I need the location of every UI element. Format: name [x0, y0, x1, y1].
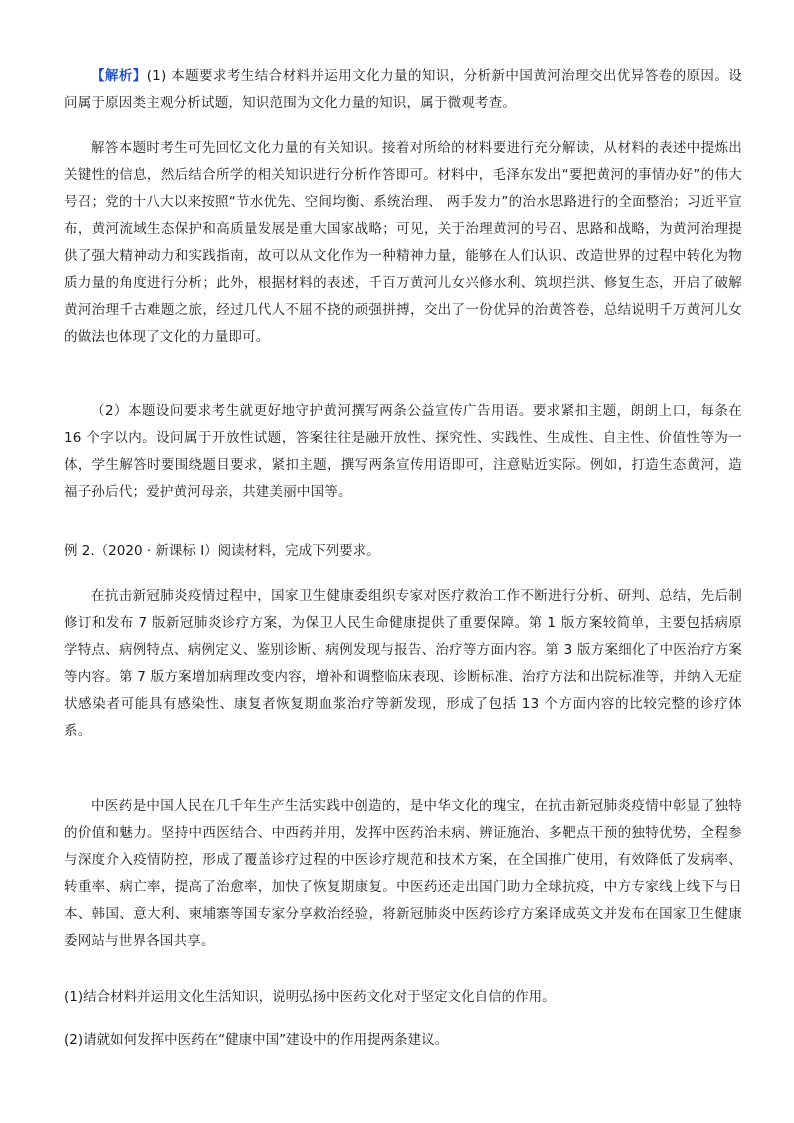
material-paragraph-2: 中医药是中国人民在几千年生产生活实践中创造的，是中华文化的瑰宝，在抗击新冠肺炎疫情中彰显了独特的价值和魅力。坚持中西医结合、中西药并用，发挥中医药治未病、辨证施治、多靶点干预的独特优势，全程参与深度介入疫情防控，形成了覆盖诊疗过程的中医诊疗规范和技术方案，在全国推广使用，有效降低了发病率、转重率、病亡率，提高了治愈率，加快了恢复期康复。中医药还走出国门助力全球抗疫，中方专家线上线下与日本、韩国、意大利、柬埔寨等国专家分享救治经验，将新冠肺炎中医药诊疗方案译成英文并发布在国家卫生健康委网站与世界各国共享。 [64, 798, 742, 949]
analysis-tag: 【解析】 [91, 68, 147, 84]
analysis-paragraph-1 [64, 63, 742, 117]
question-2: (2)请就如何发挥中医药在“健康中国”建设中的作用提两条建议。 [64, 1032, 449, 1048]
analysis-part1-text: (1) 本题要求考生结合材料并运用文化力量的知识，分析新中国黄河治理交出优异答卷的原因。设问属于原因类主观分析试题，知识范围为文化力量的知识，属于微观考查。 [64, 68, 742, 111]
question-1: (1)结合材料并运用文化生活知识，说明弘扬中医药文化对于坚定文化自信的作用。 [64, 989, 556, 1005]
analysis-paragraph-3: （2）本题设问要求考生就更好地守护黄河撰写两条公益宣传广告用语。要求紧扣主题，朗朗上口，每条在 16 个字以内。设问属于开放性试题，答案往往是融开放性、探究性、实践性、生成性、自主性、价值性等为一体，学生解答时要围绕题目要求，紧扣主题，撰写两条宣传用语即可，注意贴近实际。例如，打造生态黄河，造福子孙后代；爱护黄河母亲，共建美丽中国等。 [64, 403, 742, 500]
analysis-paragraph-2: 解答本题时考生可先回忆文化力量的有关知识。接着对所给的材料要进行充分解读，从材料的表述中提炼出关键性的信息，然后结合所学的相关知识进行分析作答即可。材料中，毛泽东发出“要把黄河的事情办好”的伟大号召；党的十八大以来按照“节水优先、空间均衡、系统治理、 两手发力”的治水思路进行的全面整治；习近平宣布，黄河流域生态保护和高质量发展是重大国家战略；可见，关于治理黄河的号召、思路和战略，为黄河治理提供了强大精神动力和实践指南，故可以从文化作为一种精神力量，能够在人们认识、改造世界的过程中转化为物质力量的角度进行分析；此外，根据材料的表述，千百万黄河儿女兴修水利、筑坝拦洪、修复生态，开启了破解黄河治理千古难题之旅，经过几代人不屈不挠的顽强拼搏，交出了一份优异的治黄答卷，总结说明千万黄河儿女的做法也体现了文化的力量即可。 [64, 140, 742, 345]
material-paragraph-1: 在抗击新冠肺炎疫情过程中，国家卫生健康委组织专家对医疗救治工作不断进行分析、研判、总结，先后制修订和发布 7 版新冠肺炎诊疗方案，为保卫人民生命健康提供了重要保障。第 1 版方案较简单，主要包括病原学特点、病例特点、病例定义、鉴别诊断、病例发现与报告、治疗等方面内容。第 3 版方案细化了中医治疗方案等内容。第 7 版方案增加病理改变内容，增补和调整临床表现、诊断标准、治疗方法和出院标准等，并纳入无症状感染者可能具有感染性、康复者恢复期血浆治疗等新发现，形成了包括 13 个方面内容的比较完整的诊疗体系。 [64, 588, 742, 739]
example-heading: 例 2.（2020 · 新课标 I）阅读材料，完成下列要求。 [64, 543, 380, 559]
